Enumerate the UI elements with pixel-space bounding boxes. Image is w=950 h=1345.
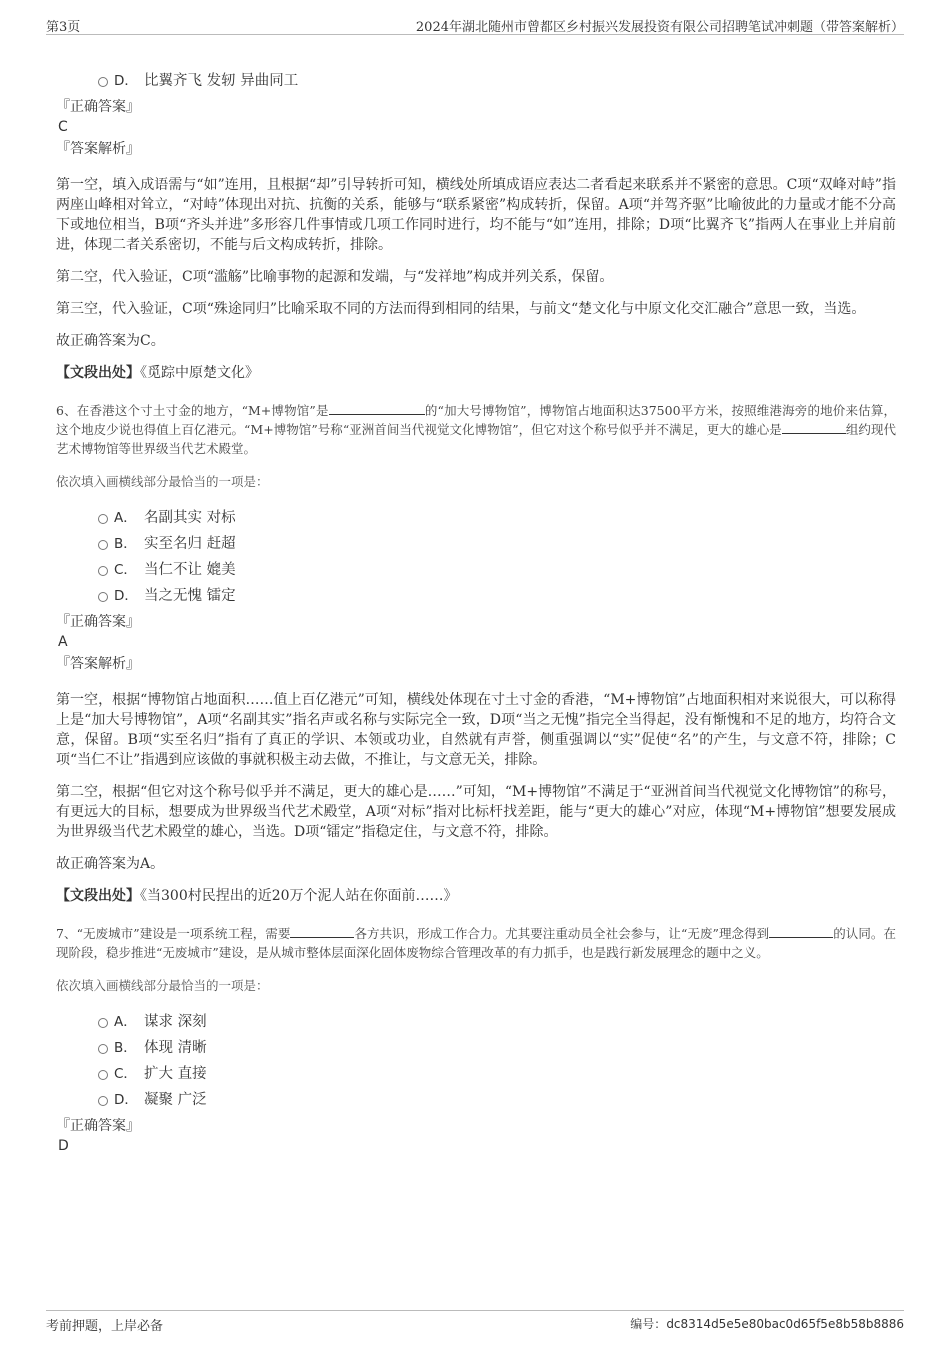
q7-stem-part: 的认同。在现阶段，稳步推进“无废城市”建设，是从城市整体层面深化固体废物综合管理改革的有力抓手，也是践行新发展理念的题中之义。	[56, 926, 896, 960]
code-label: 编号：	[630, 1317, 667, 1331]
blank-line	[290, 925, 354, 938]
correct-answer-label: 『正确答案』	[56, 99, 140, 115]
radio-icon[interactable]	[98, 592, 108, 602]
source-title: 《当300村民捏出的近20万个泥人站在你面前……》	[140, 888, 458, 904]
radio-icon[interactable]	[98, 566, 108, 576]
option-text: 凝聚 广泛	[144, 1092, 207, 1108]
correct-answer-label: 『正确答案』	[56, 1118, 140, 1134]
q6-options	[56, 505, 896, 609]
q7-option-a[interactable]	[56, 1009, 896, 1035]
option-text: 体现 清晰	[144, 1040, 207, 1056]
option-letter: A．	[114, 510, 137, 526]
q7-option-c[interactable]	[56, 1061, 896, 1087]
option-text: 扩大 直接	[144, 1066, 207, 1082]
radio-icon[interactable]	[98, 1044, 108, 1054]
blank-line	[769, 925, 833, 938]
option-letter: C．	[114, 1066, 137, 1082]
q5-answer: C	[58, 119, 68, 135]
option-text: 名副其实 对标	[144, 510, 236, 526]
analysis-label: 『答案解析』	[56, 656, 140, 672]
q6-source	[56, 886, 896, 906]
q6-analysis-paragraph: 第二空，根据“但它对这个称号似乎并不满足，更大的雄心是……”可知，“M+博物馆”不满足于“亚洲首间当代视觉文化博物馆”的称号，有更远大的目标，想要成为世界级当代艺术殿堂，A项“对标”指对比标杆找差距，能与“更大的雄心”对应，体现“M+博物馆”想要发展成为世界级当代艺术殿堂的雄心，当选。D项“镭定”指稳定住，与文意不符，排除。	[56, 784, 896, 840]
page-footer	[46, 1310, 904, 1335]
radio-icon[interactable]	[98, 1070, 108, 1080]
page-header	[46, 16, 904, 35]
option-letter: D．	[114, 73, 138, 89]
option-letter: D．	[114, 588, 138, 604]
q7-option-d[interactable]	[56, 1087, 896, 1113]
code-value: dc8314d5e5e80bac0d65f5e8b58b8886	[666, 1317, 904, 1331]
source-title: 《觅踪中原楚文化》	[140, 365, 259, 381]
blank-line	[329, 402, 425, 415]
q5-analysis-paragraph: 故正确答案为C。	[56, 333, 165, 349]
page-number: 第3页	[46, 20, 81, 35]
q6-option-b[interactable]	[56, 531, 896, 557]
option-text: 当仁不让 媲美	[144, 562, 236, 578]
q6-stem-part: 的“加大号博物馆”，博物馆占地面积达37500平方米，按照维港海旁的地价来估算，这个地皮少说也得值上百亿港元。“M+博物馆”号称“亚洲首间当代视觉文化博物馆”，但它对这个称号似乎并不满足，更大的雄心是	[56, 403, 896, 437]
source-tag: 【文段出处】	[56, 365, 140, 381]
q7-answer: D	[58, 1138, 69, 1154]
q7-options	[56, 1009, 896, 1113]
q6-stem-part: 组约现代艺术博物馆等世界级当代艺术殿堂。	[56, 422, 896, 456]
radio-icon[interactable]	[98, 514, 108, 524]
blank-line	[782, 421, 846, 434]
option-text: 谋求 深刻	[144, 1014, 207, 1030]
source-tag: 【文段出处】	[56, 888, 140, 904]
radio-icon[interactable]	[98, 77, 108, 87]
q6-analysis-paragraph: 故正确答案为A。	[56, 856, 165, 872]
option-text: 比翼齐飞 发轫 异曲同工	[144, 73, 299, 89]
q7-stem-part: 7、“无废城市”建设是一项系统工程，需要	[56, 926, 291, 941]
footer-slogan: 考前押题，上岸必备	[46, 1319, 164, 1334]
document-body	[56, 68, 896, 1155]
q5-option-d[interactable]	[56, 68, 896, 94]
q5-source	[56, 363, 896, 383]
correct-answer-label: 『正确答案』	[56, 614, 140, 630]
analysis-label: 『答案解析』	[56, 141, 140, 157]
q6-prompt: 依次填入画横线部分最恰当的一项是：	[56, 474, 269, 489]
radio-icon[interactable]	[98, 1096, 108, 1106]
q6-option-a[interactable]	[56, 505, 896, 531]
q6-stem	[56, 401, 896, 458]
q6-analysis-paragraph: 第一空，根据“博物馆占地面积……值上百亿港元”可知，横线处体现在寸土寸金的香港，“M+博物馆”占地面积相对来说很大，可以称得上是“加大号博物馆”，A项“名副其实”指名声或名称与实际完全一致，D项“当之无愧”指完全当得起，没有惭愧和不足的地方，均符合文意，保留。B项“实至名归”指有了真正的学识、本领或功业，自然就有声誉，侧重强调以“实”促使“名”的产生，与文意不符，排除；C项“当仁不让”指遇到应该做的事就积极主动去做，不推让，与文意无关，排除。	[56, 692, 896, 768]
q6-answer: A	[58, 634, 68, 650]
option-letter: D．	[114, 1092, 138, 1108]
option-text: 当之无愧 镭定	[144, 588, 236, 604]
q6-option-d[interactable]	[56, 583, 896, 609]
option-letter: B．	[114, 536, 137, 552]
option-letter: B．	[114, 1040, 137, 1056]
document-title: 2024年湖北随州市曾都区乡村振兴发展投资有限公司招聘笔试冲刺题（带答案解析）	[415, 20, 904, 35]
option-letter: A．	[114, 1014, 137, 1030]
q5-analysis-paragraph: 第三空，代入验证，C项“殊途同归”比喻采取不同的方法而得到相同的结果，与前文“楚文化与中原文化交汇融合”意思一致，当选。	[56, 301, 866, 317]
option-letter: C．	[114, 562, 137, 578]
q6-stem-part: 6、在香港这个寸土寸金的地方，“M+博物馆”是	[56, 403, 329, 418]
q5-analysis-paragraph: 第二空，代入验证，C项“滥觞”比喻事物的起源和发端，与“发祥地”构成并列关系，保留。	[56, 269, 614, 285]
q6-option-c[interactable]	[56, 557, 896, 583]
radio-icon[interactable]	[98, 1018, 108, 1028]
document-code	[630, 1315, 904, 1332]
q7-stem	[56, 924, 896, 962]
q7-option-b[interactable]	[56, 1035, 896, 1061]
q7-stem-part: 各方共识，形成工作合力。尤其要注重动员全社会参与，让“无废”理念得到	[354, 926, 770, 941]
q5-analysis-paragraph: 第一空，填入成语需与“如”连用，且根据“却”引导转折可知，横线处所填成语应表达二者看起来联系并不紧密的意思。C项“双峰对峙”指两座山峰相对耸立，“对峙”体现出对抗、抗衡的关系，能够与“联系紧密”构成转折，保留。A项“并驾齐驱”比喻彼此的力量或才能不分高下或地位相当，B项“齐头并进”多形容几件事情或几项工作同时进行，均不能与“如”连用，排除；D项“比翼齐飞”指两人在事业上并肩前进，体现二者关系密切，不能与后文构成转折，排除。	[56, 177, 896, 253]
q7-prompt: 依次填入画横线部分最恰当的一项是：	[56, 978, 269, 993]
radio-icon[interactable]	[98, 540, 108, 550]
option-text: 实至名归 赶超	[144, 536, 236, 552]
